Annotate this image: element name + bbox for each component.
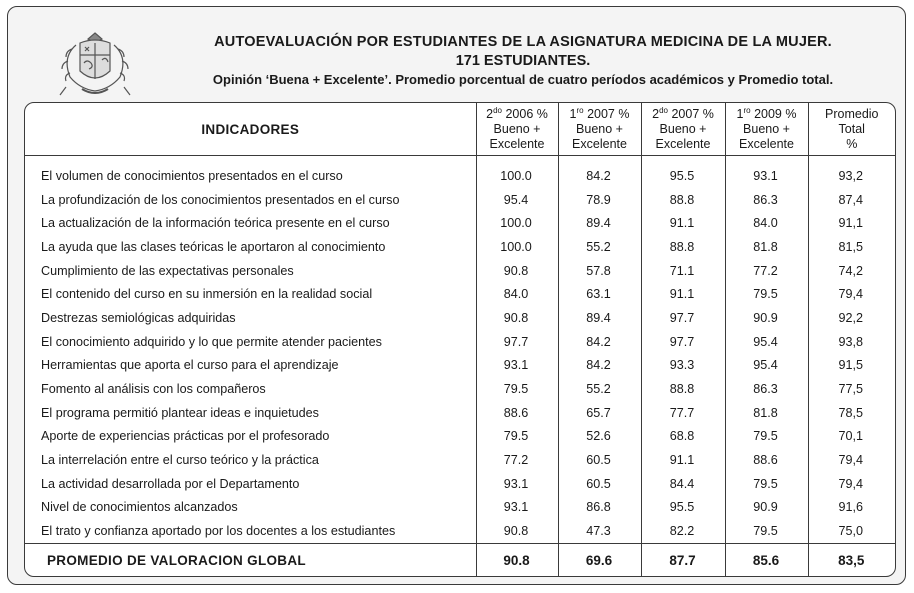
indicator-value: 95.5 (641, 496, 725, 520)
table-row (25, 377, 895, 401)
indicator-value: 75,0 (808, 519, 895, 543)
indicator-value: 65.7 (558, 401, 641, 425)
indicator-value: 95.4 (476, 188, 558, 212)
table-row (25, 211, 895, 235)
indicator-value: 88.8 (641, 188, 725, 212)
title-line-2: 171 ESTUDIANTES. (455, 53, 591, 69)
indicator-value: 55.2 (558, 377, 641, 401)
indicator-value: 71.1 (641, 259, 725, 283)
indicator-value: 77.2 (725, 259, 808, 283)
indicator-value: 81.8 (725, 401, 808, 425)
indicator-label: La actualización de la información teórica presente en el curso (41, 216, 390, 231)
indicator-value: 93.1 (476, 354, 558, 378)
indicator-value: 100.0 (476, 211, 558, 235)
indicator-value: 91.1 (641, 282, 725, 306)
indicator-value: 78,5 (808, 401, 895, 425)
table-row (25, 472, 895, 496)
indicator-value: 91.1 (641, 211, 725, 235)
table-row (25, 235, 895, 259)
indicator-value: 93.1 (476, 472, 558, 496)
indicator-value: 84.0 (725, 211, 808, 235)
indicator-value: 90.8 (476, 259, 558, 283)
indicator-value: 86.3 (725, 188, 808, 212)
indicator-label: El trato y confianza aportado por los docentes a los estudiantes (41, 524, 396, 539)
indicator-value: 88.8 (641, 235, 725, 259)
column-header: $1^{ro}$ 2009 % Bueno + Excelente (725, 103, 808, 156)
indicator-value: 93.3 (641, 354, 725, 378)
indicator-value: 79.5 (725, 425, 808, 449)
indicator-value: 52.6 (558, 425, 641, 449)
indicator-value: 86.8 (558, 496, 641, 520)
indicator-value: 84.2 (558, 354, 641, 378)
indicator-value: 74,2 (808, 259, 895, 283)
column-header: $2^{do}$ 2007 % Bueno + Excelente (641, 103, 725, 156)
indicator-value: 77.7 (641, 401, 725, 425)
indicator-label: Aporte de experiencias prácticas por el profesorado (41, 429, 330, 444)
indicator-value: 81.8 (725, 235, 808, 259)
indicator-value: 79.5 (476, 425, 558, 449)
indicator-value: 93.1 (476, 496, 558, 520)
global-average-value: 90.8 (476, 544, 558, 578)
indicator-value: 84.2 (558, 330, 641, 354)
indicator-value: 89.4 (558, 306, 641, 330)
column-header: Promedio Total % (808, 103, 895, 156)
table-row (25, 330, 895, 354)
indicator-value: 90.9 (725, 306, 808, 330)
indicator-label: Nivel de conocimientos alcanzados (41, 500, 238, 515)
indicator-value: 77,5 (808, 377, 895, 401)
indicator-value: 93,8 (808, 330, 895, 354)
indicator-value: 93,2 (808, 156, 895, 188)
indicator-value: 95.4 (725, 330, 808, 354)
indicator-value: 63.1 (558, 282, 641, 306)
indicator-value: 95.5 (641, 156, 725, 188)
indicator-value: 82.2 (641, 519, 725, 543)
indicator-value: 57.8 (558, 259, 641, 283)
global-average-value: 87.7 (641, 544, 725, 578)
table-row (25, 156, 895, 188)
indicator-value: 79,4 (808, 472, 895, 496)
indicator-value: 81,5 (808, 235, 895, 259)
indicator-value: 68.8 (641, 425, 725, 449)
indicator-value: 100.0 (476, 235, 558, 259)
indicator-label: El volumen de conocimientos presentados en el curso (41, 168, 343, 183)
subtitle: Opinión ‘Buena + Excelente’. Promedio porcentual de cuatro períodos académicos y Promedio total. (212, 72, 834, 87)
indicator-value: 97.7 (476, 330, 558, 354)
indicator-value: 88.6 (725, 448, 808, 472)
document-header (158, 33, 888, 90)
indicators-header: INDICADORES (201, 121, 300, 137)
indicator-value: 78.9 (558, 188, 641, 212)
indicator-label: Herramientas que aporta el curso para el aprendizaje (41, 358, 339, 373)
indicator-value: 60.5 (558, 472, 641, 496)
indicator-value: 97.7 (641, 306, 725, 330)
indicator-value: 77.2 (476, 448, 558, 472)
indicator-value: 95.4 (725, 354, 808, 378)
table-row (25, 519, 895, 543)
global-average-label: PROMEDIO DE VALORACION GLOBAL (47, 553, 306, 568)
indicator-value: 92,2 (808, 306, 895, 330)
indicator-label: El contenido del curso en su inmersión en la realidad social (41, 287, 373, 302)
indicator-value: 84.4 (641, 472, 725, 496)
university-seal-icon (52, 27, 138, 99)
indicator-value: 87,4 (808, 188, 895, 212)
indicator-value: 90.8 (476, 306, 558, 330)
evaluation-table (25, 103, 895, 577)
indicator-label: La actividad desarrollada por el Departamento (41, 476, 300, 491)
indicator-value: 79,4 (808, 448, 895, 472)
indicator-label: El programa permitió plantear ideas e inquietudes (41, 405, 319, 420)
global-average-row (25, 544, 895, 578)
indicator-value: 97.7 (641, 330, 725, 354)
indicator-value: 86.3 (725, 377, 808, 401)
column-header: $2^{do}$ 2006 % Bueno + Excelente (476, 103, 558, 156)
indicator-value: 60.5 (558, 448, 641, 472)
indicator-value: 84.2 (558, 156, 641, 188)
indicator-value: 91,5 (808, 354, 895, 378)
title-line-1: AUTOEVALUACIÓN POR ESTUDIANTES DE LA ASIGNATURA MEDICINA DE LA MUJER. (214, 34, 832, 50)
indicator-value: 47.3 (558, 519, 641, 543)
table-row (25, 354, 895, 378)
indicator-value: 93.1 (725, 156, 808, 188)
indicator-value: 79.5 (476, 377, 558, 401)
indicator-value: 79.5 (725, 519, 808, 543)
table-row (25, 259, 895, 283)
global-average-value: 85.6 (725, 544, 808, 578)
indicator-label: Destrezas semiológicas adquiridas (41, 310, 236, 325)
global-average-value: 69.6 (558, 544, 641, 578)
indicator-value: 79,4 (808, 282, 895, 306)
table-row (25, 496, 895, 520)
indicator-value: 89.4 (558, 211, 641, 235)
indicator-label: La ayuda que las clases teóricas le aportaron al conocimiento (41, 239, 386, 254)
indicator-value: 91,1 (808, 211, 895, 235)
indicator-value: 90.8 (476, 519, 558, 543)
indicator-label: Fomento al análisis con los compañeros (41, 382, 266, 397)
table-row (25, 188, 895, 212)
indicator-value: 70,1 (808, 425, 895, 449)
indicator-value: 91,6 (808, 496, 895, 520)
indicator-value: 88.8 (641, 377, 725, 401)
indicator-value: 88.6 (476, 401, 558, 425)
indicator-value: 84.0 (476, 282, 558, 306)
table-row (25, 425, 895, 449)
global-average-value: 83,5 (808, 544, 895, 578)
indicator-value: 79.5 (725, 282, 808, 306)
indicator-value: 55.2 (558, 235, 641, 259)
table-row (25, 401, 895, 425)
column-header: $1^{ro}$ 2007 % Bueno + Excelente (558, 103, 641, 156)
indicator-value: 91.1 (641, 448, 725, 472)
indicator-label: Cumplimiento de las expectativas personales (41, 263, 294, 278)
table-row (25, 448, 895, 472)
indicator-value: 79.5 (725, 472, 808, 496)
evaluation-table-panel (24, 102, 896, 577)
indicator-value: 100.0 (476, 156, 558, 188)
indicator-label: El conocimiento adquirido y lo que permite atender pacientes (41, 334, 382, 349)
indicator-label: La interrelación entre el curso teórico y la práctica (41, 453, 319, 468)
table-row (25, 282, 895, 306)
indicator-value: 90.9 (725, 496, 808, 520)
indicator-label: La profundización de los conocimientos presentados en el curso (41, 192, 400, 207)
header-row (25, 103, 895, 156)
table-row (25, 306, 895, 330)
